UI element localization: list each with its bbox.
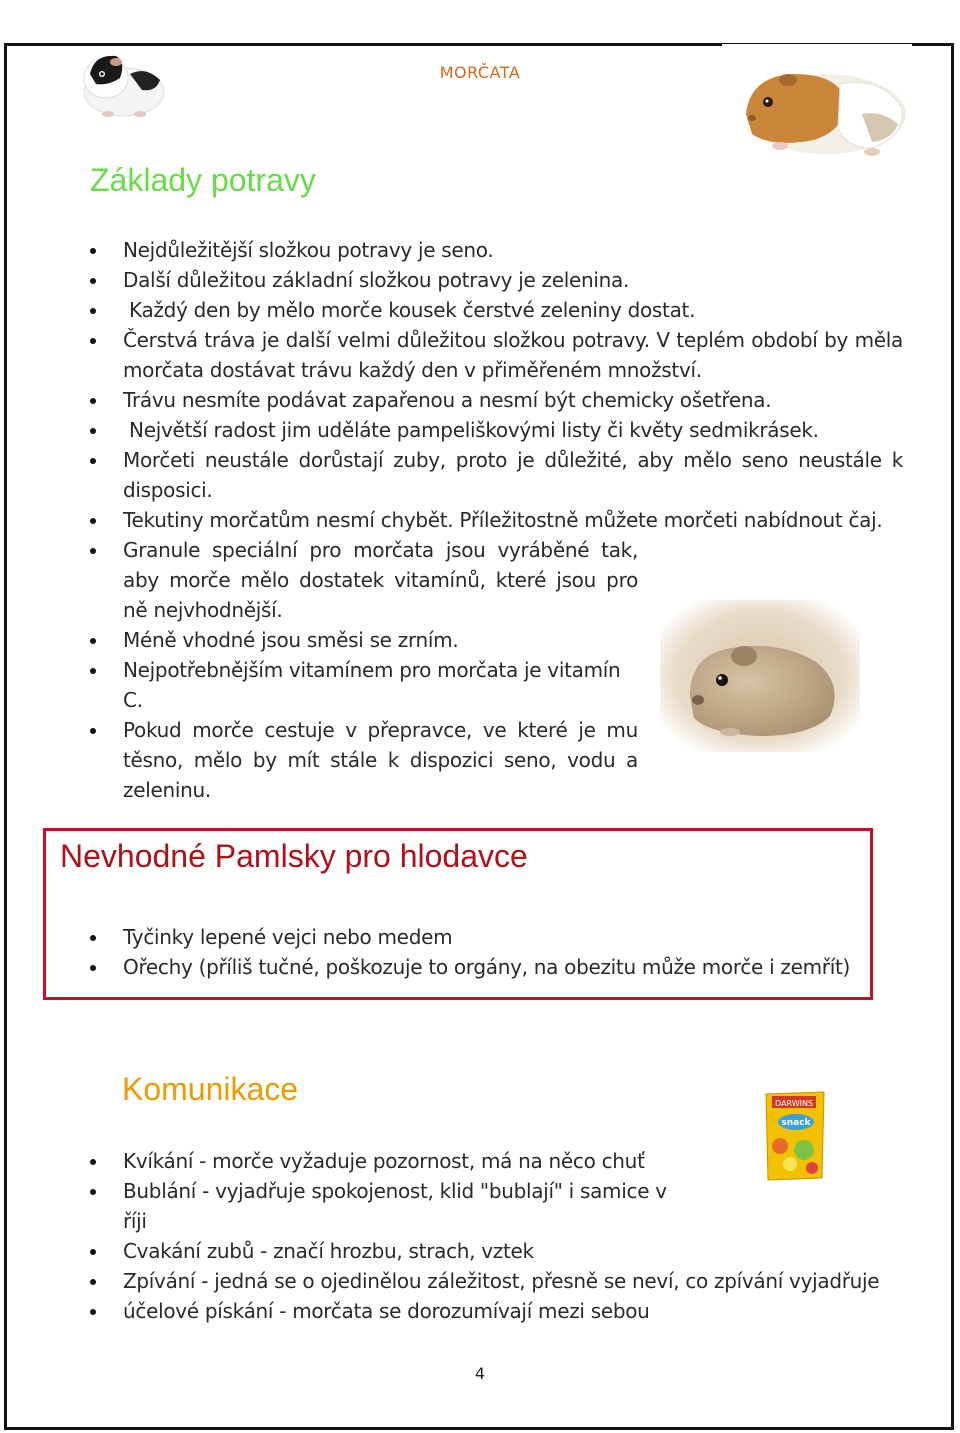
- snack-brand-text: DARWINS: [774, 1099, 814, 1108]
- snack-label-text: snack: [781, 1118, 811, 1128]
- list-item: Méně vhodné jsou směsi se zrním.: [88, 625, 638, 655]
- treats-list: [88, 922, 878, 982]
- list-item: Zpívání - jedná se o ojedinělou záležitost, přesně se neví, co zpívání vyjadřuje: [88, 1266, 908, 1296]
- section-heading-communication: Komunikace: [122, 1071, 299, 1107]
- list-item: Granule speciální pro morčata jsou vyráběné tak, aby morče mělo dostatek vitamínů, které jsou pro ně nejvhodnější.: [88, 535, 638, 625]
- list-item: Největší radost jim uděláte pampeliškovými listy či květy sedmikrásek.: [88, 415, 903, 445]
- section-heading-treats: Nevhodné Pamlsky pro hlodavce: [60, 838, 528, 874]
- guinea-pig-black-white-image: [76, 44, 168, 120]
- list-item: Každý den by mělo morče kousek čerstvé zeleniny dostat.: [88, 295, 903, 325]
- communication-list: [88, 1146, 908, 1326]
- list-item: Pokud morče cestuje v přepravce, ve které je mu těsno, mělo by mít stále k dispozici seno, vodu a zeleninu.: [88, 715, 638, 805]
- page-header-title: MORČATA: [439, 63, 521, 82]
- list-item: Nejdůležitější složkou potravy je seno.: [88, 235, 903, 265]
- list-item: Trávu nesmíte podávat zapařenou a nesmí být chemicky ošetřena.: [88, 385, 903, 415]
- list-item: Bublání - vyjadřuje spokojenost, klid "bublají" i samice v říji: [88, 1176, 678, 1236]
- guinea-pig-beige-image: [660, 600, 860, 752]
- section-heading-food: Základy potravy: [90, 162, 316, 198]
- list-item: Morčeti neustále dorůstají zuby, proto je důležité, aby mělo seno neustále k disposici.: [88, 445, 903, 505]
- list-item: Tekutiny morčatům nesmí chybět. Příležitostně můžete morčeti nabídnout čaj.: [88, 505, 903, 535]
- list-item: Čerstvá tráva je další velmi důležitou složkou potravy. V teplém období by měla morčata dostávat trávu každý den v přiměřeném množství.: [88, 325, 903, 385]
- list-item: Ořechy (příliš tučné, poškozuje to orgány, na obezitu může morče i zemřít): [88, 952, 878, 982]
- page-number: 4: [474, 1364, 486, 1383]
- list-item: Cvakání zubů - značí hrozbu, strach, vztek: [88, 1236, 908, 1266]
- list-item: Tyčinky lepené vejci nebo medem: [88, 922, 878, 952]
- list-item: účelové pískání - morčata se dorozumívají mezi sebou: [88, 1296, 908, 1326]
- guinea-pig-ginger-white-image: [722, 44, 912, 176]
- list-item: Kvíkání - morče vyžaduje pozornost, má na něco chuť: [88, 1146, 908, 1176]
- list-item: Další důležitou základní složkou potravy je zelenina.: [88, 265, 903, 295]
- list-item: Nejpotřebnějším vitamínem pro morčata je vitamín C.: [88, 655, 638, 715]
